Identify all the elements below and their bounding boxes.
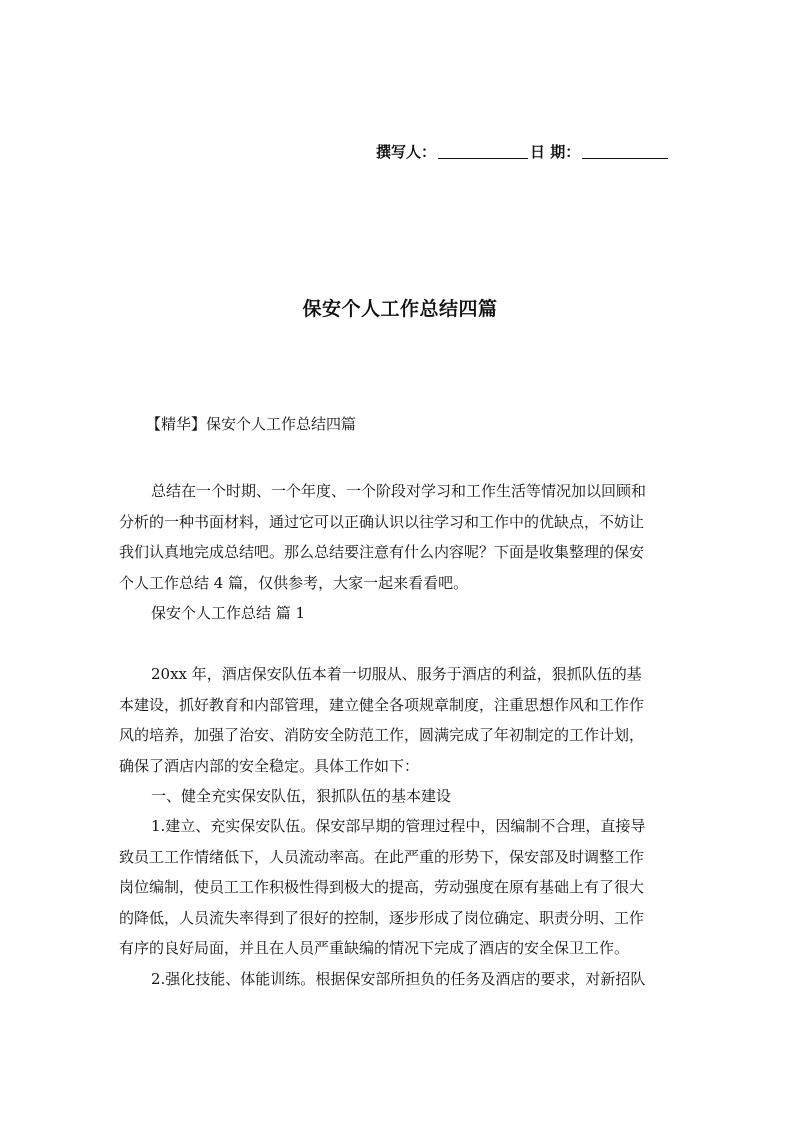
- paragraph-line: 有序的良好局面，并且在人员严重缺编的情况下完成了酒店的安全保卫工作。: [119, 939, 630, 957]
- paragraph-line: 本建设，抓好教育和内部管理，建立健全各项规章制度，注重思想作风和工作作: [119, 695, 645, 714]
- date-blank: [582, 142, 668, 159]
- intro-paragraph: [119, 476, 685, 598]
- paragraph-line: 1.建立、充实保安队伍。保安部早期的管理过程中，因编制不合理，直接导: [151, 817, 646, 835]
- subsection-heading: 一、健全充实保安队伍，狠抓队伍的基本建设: [151, 787, 452, 805]
- paragraph-line: 2.强化技能、体能训练。根据保安部所担负的任务及酒店的要求，对新招队: [151, 970, 646, 988]
- author-label: 撰写人：: [376, 143, 437, 161]
- body-paragraph: [119, 964, 685, 995]
- paragraph-line: 致员工工作情绪低下，人员流动率高。在此严重的形势下，保安部及时调整工作: [119, 847, 645, 866]
- author-date-line: [376, 138, 686, 162]
- paragraph-line: 个人工作总结 4 篇，仅供参考，大家一起来看看吧。: [119, 573, 469, 592]
- subsection-heading-paragraph: [119, 781, 685, 812]
- paragraph-line: 风的培养，加强了治安、消防安全防范工作，圆满完成了年初制定的工作计划，: [119, 726, 645, 744]
- body-paragraph: [119, 659, 685, 781]
- paragraph-line: 分析的一种书面材料，通过它可以正确认识以往学习和工作中的优缺点，不妨让: [119, 512, 645, 531]
- paragraph-line: 我们认真地完成总结吧。那么总结要注意有什么内容呢？下面是收集整理的保安: [119, 543, 645, 561]
- section-heading: 保安个人工作总结 篇 1: [151, 604, 306, 622]
- paragraph-line: 岗位编制，使员工工作积极性得到极大的提高，劳动强度在原有基础上有了很大: [119, 878, 645, 896]
- paragraph-line: 总结在一个时期、一个年度、一个阶段对学习和工作生活等情况加以回顾和: [151, 482, 647, 500]
- date-label: 日 期：: [530, 143, 581, 161]
- author-blank: [438, 142, 528, 159]
- body-paragraph: [119, 811, 685, 964]
- document-subhead: 【精华】保安个人工作总结四篇: [146, 415, 357, 433]
- paragraph-line: 20xx 年，酒店保安队伍本着一切服从、服务于酒店的利益，狠抓队伍的基: [151, 665, 642, 683]
- paragraph-line: 确保了酒店内部的安全稳定。具体工作如下：: [119, 756, 420, 775]
- paragraph-line: 的降低，人员流失率得到了很好的控制，逐步形成了岗位确定、职责分明、工作: [119, 908, 645, 927]
- section-heading-paragraph: [119, 598, 685, 629]
- document-title: 保安个人工作总结四篇: [302, 298, 498, 320]
